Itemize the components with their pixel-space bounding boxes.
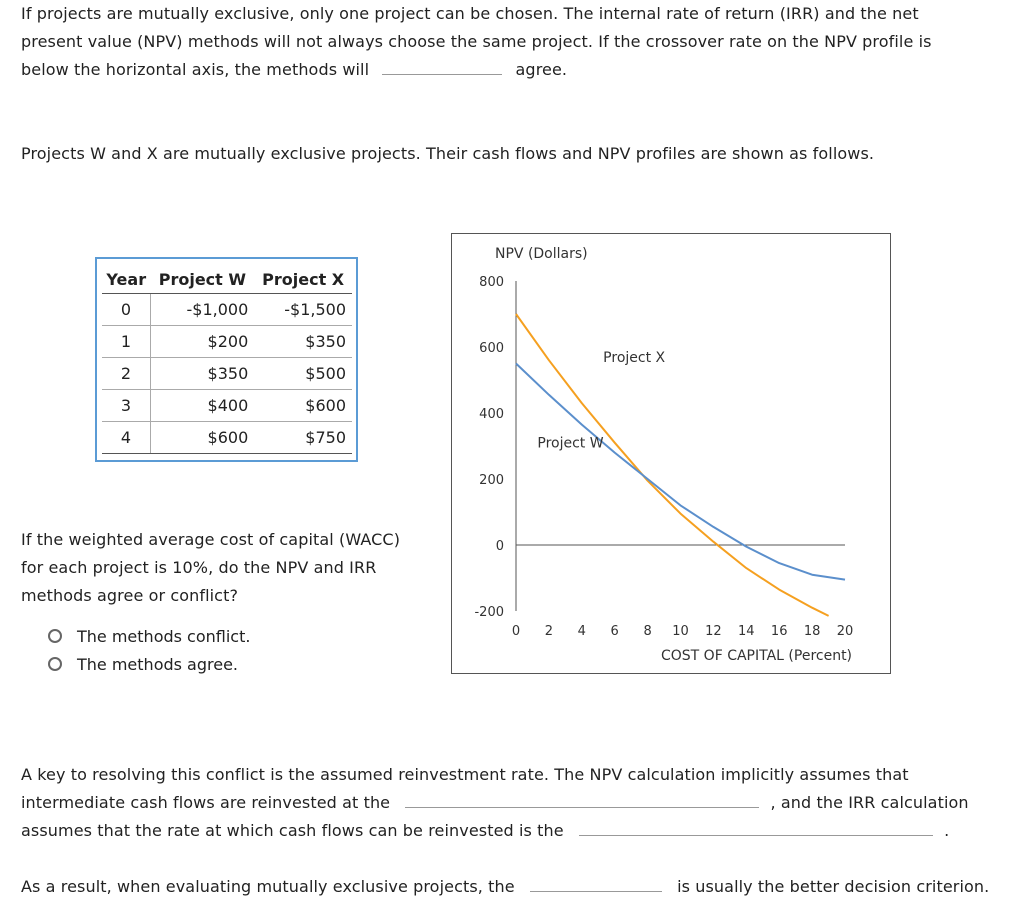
x-axis-label: COST OF CAPITAL (Percent) [661,648,853,664]
x-tick-label: 16 [770,624,788,639]
x-tick-label: 2 [544,624,554,639]
projects-intro: Projects W and X are mutually exclusive projects. Their cash flows and NPV profiles are shown as follows. [21,144,875,163]
y-tick-label: 400 [479,407,504,422]
intro-line-3: below the horizontal axis, the methods will agree. [21,56,1011,84]
y-axis-label: NPV (Dollars) [495,246,588,262]
radio-button[interactable] [48,657,62,671]
npv-profile-chart [451,233,891,674]
table-row: 0 -$1,000 -$1,500 [102,294,352,326]
x-tick-label: 4 [577,624,586,639]
radio-button[interactable] [48,629,62,643]
y-tick-label: 600 [479,341,504,356]
intro-line-1: If projects are mutually exclusive, only one project can be chosen. The internal rate of return (IRR) and the net [21,4,919,23]
npv-chart-svg [452,234,890,673]
header-year: Year [102,265,151,294]
y-tick-label: 800 [479,275,504,290]
final-sentence: As a result, when evaluating mutually exclusive projects, the is usually the better decision criterion. [21,873,1011,901]
header-project-x: Project X [254,265,352,294]
table-row: 3 $400 $600 [102,390,352,422]
x-tick-label: 10 [672,624,689,639]
intro-paragraph [21,0,1011,84]
y-tick-label: 0 [495,539,504,554]
table-header-row [102,265,352,294]
x-tick-label: 12 [705,624,722,639]
y-tick-label: -200 [474,605,504,620]
agree-blank-dropdown[interactable] [382,56,502,75]
x-tick-label: 14 [738,624,755,639]
table-row: 4 $600 $750 [102,422,352,454]
x-tick-labels [512,624,853,639]
cash-flow-table-box [95,257,358,462]
option-methods-conflict[interactable]: The methods conflict. [48,622,250,650]
intro-line-2: present value (NPV) methods will not always choose the same project. If the crossover rate on the NPV profile is [21,32,932,51]
option-methods-agree[interactable]: The methods agree. [48,650,250,678]
header-project-w: Project W [151,265,255,294]
x-tick-label: 8 [643,624,652,639]
series-line-project-x [516,314,829,616]
table-row: 1 $200 $350 [102,326,352,358]
wacc-question: If the weighted average cost of capital (WACC) for each project is 10%, do the NPV and IRR methods agree or conflict? [21,530,401,605]
y-tick-labels [474,275,504,620]
cash-flow-table [102,265,352,454]
y-tick-label: 200 [479,473,504,488]
series-line-project-w [516,364,845,580]
answer-options [48,622,250,678]
irr-reinvestment-blank-dropdown[interactable] [579,817,933,836]
annotation-project-x: Project X [603,349,666,366]
chart-series [516,314,845,616]
x-tick-label: 6 [610,624,619,639]
npv-reinvestment-blank-dropdown[interactable] [405,789,759,808]
table-row: 2 $350 $500 [102,358,352,390]
x-tick-label: 18 [803,624,821,639]
conclusion-paragraph: A key to resolving this conflict is the assumed reinvestment rate. The NPV calculation implicitly assumes that intermediate cash flows are reinvested at the , and the IRR calculation assumes that the rate at which cash flows can be reinvested is the . [21,765,969,840]
x-tick-label: 0 [511,624,521,639]
decision-criterion-blank-dropdown[interactable] [530,873,662,892]
annotation-project-w: Project W [537,435,604,452]
x-tick-label: 20 [836,624,854,639]
